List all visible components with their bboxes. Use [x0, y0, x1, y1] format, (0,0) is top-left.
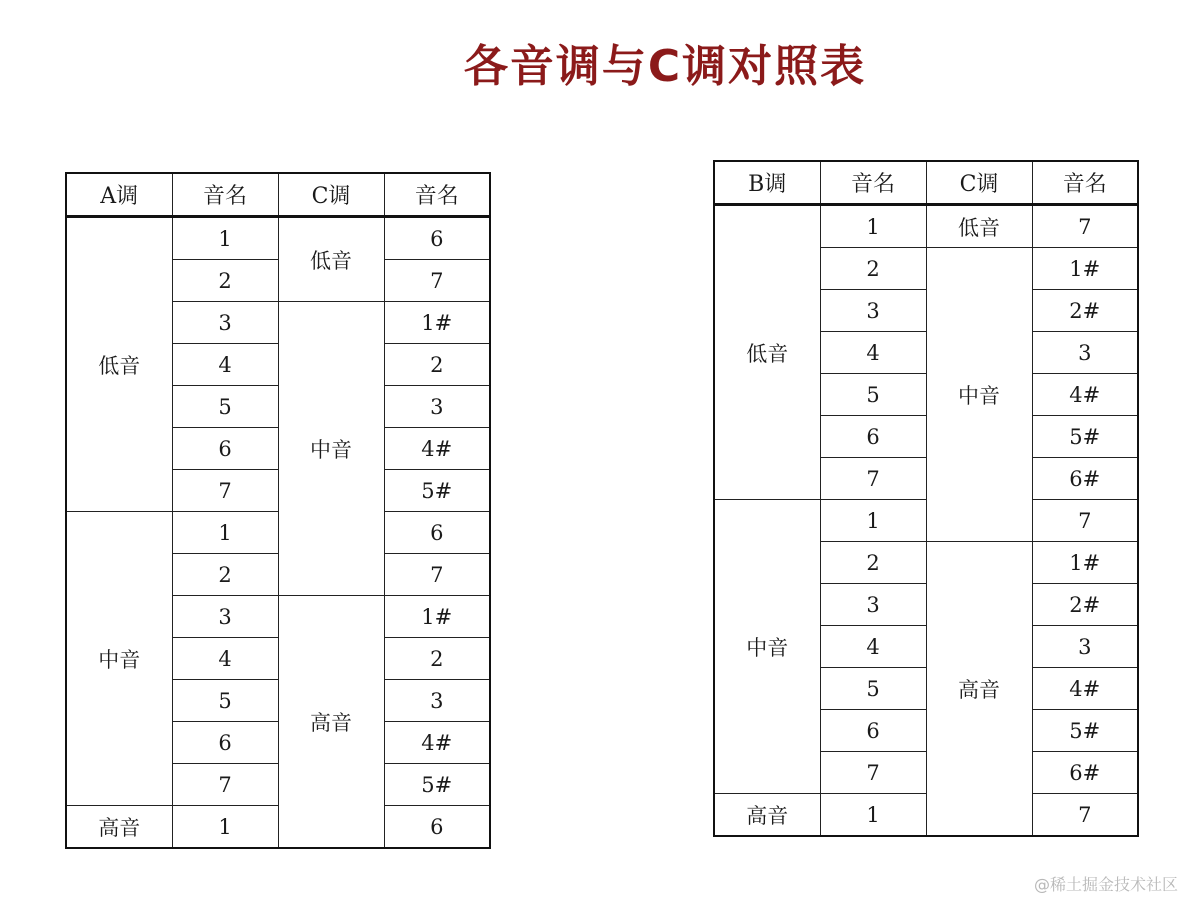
- note-cell: 6: [172, 428, 278, 470]
- group-high: 高音: [66, 806, 172, 849]
- c-note-cell: 5#: [1032, 416, 1138, 458]
- c-group-low: 低音: [926, 205, 1032, 248]
- header-c-key: C调: [926, 161, 1032, 205]
- note-cell: 5: [172, 386, 278, 428]
- c-note-cell: 1#: [384, 596, 490, 638]
- note-cell: 3: [172, 596, 278, 638]
- note-cell: 5: [820, 668, 926, 710]
- c-note-cell: 6#: [1032, 752, 1138, 794]
- c-note-cell: 7: [1032, 205, 1138, 248]
- c-group-high: 高音: [926, 542, 1032, 837]
- c-note-cell: 6: [384, 806, 490, 849]
- c-note-cell: 3: [384, 386, 490, 428]
- table-row: [66, 217, 490, 260]
- note-cell: 3: [820, 290, 926, 332]
- c-note-cell: 7: [1032, 794, 1138, 837]
- group-mid: 中音: [714, 500, 820, 794]
- note-cell: 3: [172, 302, 278, 344]
- c-note-cell: 5#: [1032, 710, 1138, 752]
- c-note-cell: 2: [384, 344, 490, 386]
- group-mid: 中音: [66, 512, 172, 806]
- note-cell: 1: [820, 500, 926, 542]
- note-cell: 7: [820, 752, 926, 794]
- c-note-cell: 2#: [1032, 584, 1138, 626]
- header-c-key: C调: [278, 173, 384, 217]
- note-cell: 3: [820, 584, 926, 626]
- c-note-cell: 2#: [1032, 290, 1138, 332]
- c-note-cell: 5#: [384, 470, 490, 512]
- c-note-cell: 4#: [1032, 668, 1138, 710]
- note-cell: 4: [172, 638, 278, 680]
- c-note-cell: 3: [384, 680, 490, 722]
- c-note-cell: 3: [1032, 332, 1138, 374]
- note-cell: 1: [172, 806, 278, 849]
- note-cell: 2: [820, 248, 926, 290]
- note-cell: 2: [172, 260, 278, 302]
- c-note-cell: 4#: [384, 428, 490, 470]
- note-cell: 6: [820, 416, 926, 458]
- note-cell: 1: [172, 512, 278, 554]
- note-cell: 1: [820, 794, 926, 837]
- note-cell: 1: [820, 205, 926, 248]
- note-cell: 4: [820, 626, 926, 668]
- note-cell: 2: [172, 554, 278, 596]
- c-group-high: 高音: [278, 596, 384, 849]
- note-cell: 4: [172, 344, 278, 386]
- note-cell: 7: [172, 470, 278, 512]
- table-header-row: [66, 173, 490, 217]
- c-group-mid: 中音: [278, 302, 384, 596]
- c-note-cell: 2: [384, 638, 490, 680]
- c-note-cell: 4#: [384, 722, 490, 764]
- group-low: 低音: [714, 205, 820, 500]
- c-note-cell: 6#: [1032, 458, 1138, 500]
- note-cell: 5: [820, 374, 926, 416]
- table-header-row: [714, 161, 1138, 205]
- note-cell: 7: [172, 764, 278, 806]
- page-title: 各音调与C调对照表: [463, 41, 867, 92]
- note-cell: 4: [820, 332, 926, 374]
- watermark: @稀土掘金技术社区: [1033, 875, 1178, 894]
- header-c-note-name: 音名: [384, 173, 490, 217]
- c-group-mid: 中音: [926, 248, 1032, 542]
- c-note-cell: 7: [384, 554, 490, 596]
- table-row: [714, 205, 1138, 248]
- c-note-cell: 7: [384, 260, 490, 302]
- header-c-note-name: 音名: [1032, 161, 1138, 205]
- c-note-cell: 6: [384, 217, 490, 260]
- c-note-cell: 1#: [1032, 542, 1138, 584]
- c-note-cell: 3: [1032, 626, 1138, 668]
- c-note-cell: 4#: [1032, 374, 1138, 416]
- c-note-cell: 1#: [1032, 248, 1138, 290]
- note-cell: 7: [820, 458, 926, 500]
- c-group-low: 低音: [278, 217, 384, 302]
- c-note-cell: 5#: [384, 764, 490, 806]
- note-cell: 6: [172, 722, 278, 764]
- group-low: 低音: [66, 217, 172, 512]
- note-cell: 2: [820, 542, 926, 584]
- note-cell: 1: [172, 217, 278, 260]
- c-note-cell: 6: [384, 512, 490, 554]
- c-note-cell: 1#: [384, 302, 490, 344]
- header-note-name: 音名: [172, 173, 278, 217]
- header-note-name: 音名: [820, 161, 926, 205]
- note-cell: 5: [172, 680, 278, 722]
- group-high: 高音: [714, 794, 820, 837]
- a-key-comparison-table: [65, 172, 491, 849]
- b-key-comparison-table: [713, 160, 1139, 837]
- header-key: A调: [66, 173, 172, 217]
- c-note-cell: 7: [1032, 500, 1138, 542]
- note-cell: 6: [820, 710, 926, 752]
- header-key: B调: [714, 161, 820, 205]
